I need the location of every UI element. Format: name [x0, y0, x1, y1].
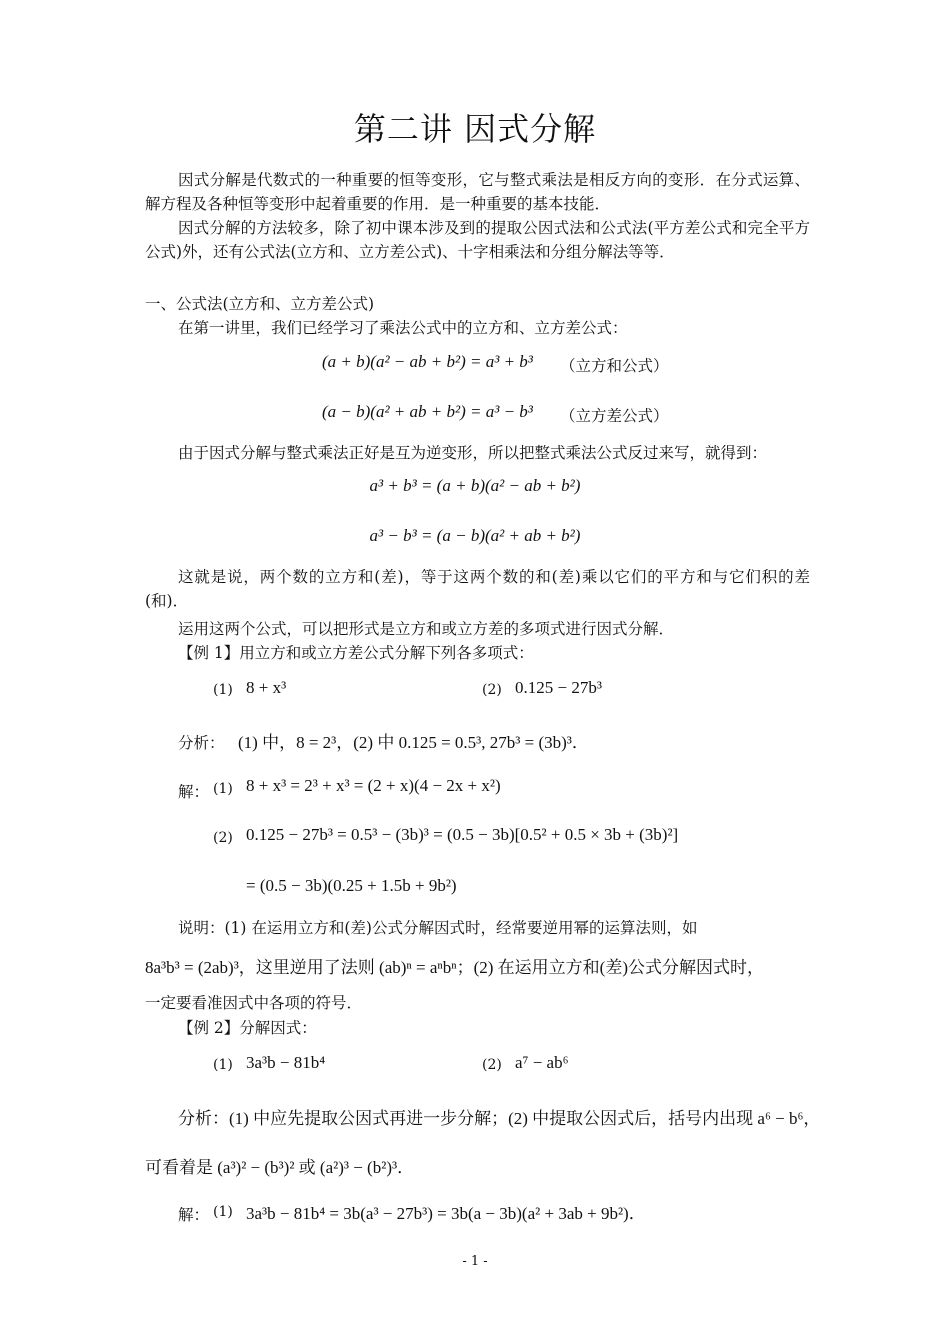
solution-3: 3a³b − 81b⁴ = 3b(a³ − 27b³) = 3b(a − 3b)(a² + 3ab + 9b²)． [246, 1204, 646, 1223]
solution-1: 8 + x³ = 2³ + x³ = (2 + x)(4 − 2x + x²) [246, 776, 501, 795]
solution-3-label: 解： [178, 1206, 210, 1224]
example-2-item-1: 3a³b − 81b⁴ [246, 1053, 326, 1072]
formula-sum-of-cubes: (a + b)(a² − ab + b²) = a³ + b³ [322, 352, 533, 371]
formula-sum-of-cubes-note: （立方和公式） [560, 357, 669, 375]
analysis-2-continued: 可看着是 (a³)² − (b³)² 或 (a²)³ − (b²)³． [145, 1158, 415, 1177]
example-2-item-1-number: (1) [213, 1057, 233, 1073]
analysis-2: 分析：(1) 中应先提取公因式再进一步分解；(2) 中提取公因式后，括号内出现 a⁶ − b⁶， [178, 1109, 821, 1128]
example-2-item-2: a⁷ − ab⁶ [515, 1053, 569, 1072]
example-1-title: 【例 1】用立方和或立方差公式分解下列各多项式： [178, 644, 534, 662]
meaning-paragraph: 这就是说，两个数的立方和(差)，等于这两个数的和(差)乘以它们的平方和与它们积的差(和)． [145, 568, 810, 610]
example-2-item-2-number: (2) [482, 1057, 502, 1073]
analysis-1-label: 分析： [178, 734, 225, 752]
section-heading: 一、公式法(立方和、立方差公式) [145, 295, 375, 313]
solution-3-number: (1) [213, 1204, 233, 1220]
analysis-1: (1) 中，8 = 2³，(2) 中 0.125 = 0.5³, 27b³ = (3b)³． [238, 733, 589, 752]
example-1-item-2: 0.125 − 27b³ [515, 678, 602, 697]
reverse-text: 由于因式分解与整式乘法正好是互为逆变形，所以把整式乘法公式反过来写，就得到： [178, 444, 768, 462]
example-1-item-1: 8 + x³ [246, 678, 287, 697]
solution-1-number: (1) [213, 781, 233, 797]
solution-2: 0.125 − 27b³ = 0.5³ − (3b)³ = (0.5 − 3b)[0.5² + 0.5 × 3b + (3b)²] [246, 825, 679, 844]
formula-difference-of-cubes: (a − b)(a² + ab + b²) = a³ − b³ [322, 402, 533, 421]
usage-text: 运用这两个公式，可以把形式是立方和或立方差的多项式进行因式分解． [178, 620, 675, 638]
formula-factor-sum: a³ + b³ = (a + b)(a² − ab + b²) [369, 476, 581, 495]
solution-label: 解： [178, 783, 210, 801]
solution-2-continued: = (0.5 − 3b)(0.25 + 1.5b + 9b²) [246, 876, 457, 895]
page-number: - 1 - [462, 1254, 488, 1269]
recall-text: 在第一讲里，我们已经学习了乘法公式中的立方和、立方差公式： [178, 319, 628, 337]
formula-factor-difference: a³ − b³ = (a − b)(a² + ab + b²) [369, 526, 581, 545]
intro-paragraph-2: 因式分解的方法较多，除了初中课本涉及到的提取公因式法和公式法(平方差公式和完全平方公式)外，还有公式法(立方和、立方差公式)、十字相乘法和分组分解法等等． [145, 219, 810, 261]
example-1-item-2-number: (2) [482, 682, 502, 698]
intro-paragraph-1: 因式分解是代数式的一种重要的恒等变形，它与整式乘法是相反方向的变形．在分式运算、解方程及各种恒等变形中起着重要的作用．是一种重要的基本技能． [145, 171, 810, 213]
example-2-title: 【例 2】分解因式： [178, 1019, 317, 1037]
solution-2-number: (2) [213, 830, 233, 846]
page-title: 第二讲 因式分解 [353, 110, 597, 148]
note-line-1: 说明：(1) 在运用立方和(差)公式分解因式时，经常要逆用幂的运算法则，如 [178, 919, 698, 937]
example-1-item-1-number: (1) [213, 682, 233, 698]
formula-difference-of-cubes-note: （立方差公式） [560, 407, 669, 425]
note-line-3: 一定要看准因式中各项的符号． [145, 994, 363, 1012]
note-line-2: 8a³b³ = (2ab)³，这里逆用了法则 (ab)ⁿ = aⁿbⁿ；(2) 在运用立方和(差)公式分解因式时， [145, 958, 764, 977]
